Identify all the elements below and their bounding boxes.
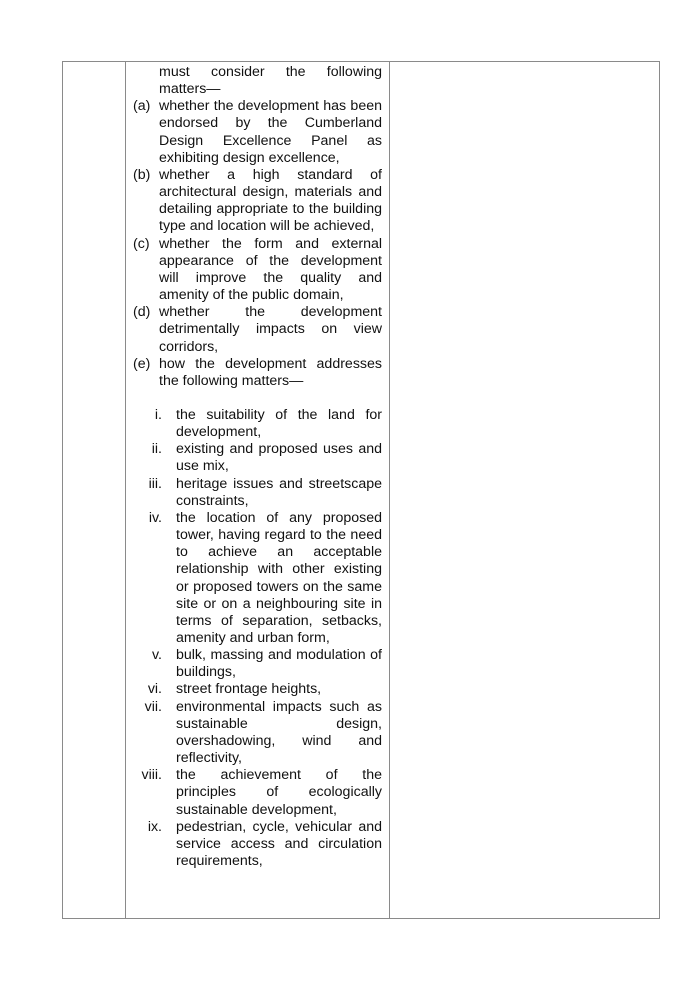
item-label: (c): [133, 235, 150, 252]
intro-line: matters—: [159, 81, 221, 98]
list-item: [133, 236, 382, 305]
list-item: [133, 167, 382, 236]
sub-item-label: iv.: [148, 509, 162, 526]
sub-list-item: [133, 681, 382, 698]
item-text: whether the form and external appearance of the development will improve the quality and amenity of the public domain,: [159, 235, 382, 304]
item-text: whether a high standard of architectural design, materials and detailing appropriate to the building type and location will be achieved,: [159, 166, 382, 235]
intro-text: [133, 64, 382, 98]
sub-item-label: i.: [154, 406, 162, 423]
sub-item-text: environmental impacts such as sustainable design, overshadowing, wind and reflectivity,: [176, 698, 382, 767]
sub-list-item: [133, 441, 382, 475]
intro-line: must consider the following: [159, 64, 382, 80]
item-label: (d): [133, 304, 151, 321]
item-label: (a): [133, 98, 151, 115]
column-divider-left: [125, 62, 126, 918]
list-item: [133, 304, 382, 355]
sub-item-text: the suitability of the land for development,: [176, 406, 382, 441]
sub-item-label: iii.: [148, 475, 162, 492]
clause-text-cell: [133, 64, 382, 870]
spacer: [133, 390, 382, 407]
sub-item-label: ix.: [147, 818, 162, 835]
sub-item-text: the achievement of the principles of ecologically sustainable development,: [176, 767, 382, 818]
sub-list-item: [133, 699, 382, 768]
sub-item-label: viii.: [141, 767, 162, 784]
clause-table: [62, 61, 660, 919]
sub-item-label: vi.: [147, 681, 162, 698]
item-text: how the development addresses the following matters—: [159, 355, 382, 389]
sub-item-text: street frontage heights,: [176, 681, 322, 698]
sub-item-label: v.: [152, 647, 162, 664]
item-label: (b): [133, 166, 151, 183]
sub-item-text: the location of any proposed tower, having regard to the need to achieve an acceptable relationship with other existing or proposed towers on the same site or on a neighbouring site in terms of separation, setbacks, amenity and urban form,: [176, 509, 382, 646]
sub-item-label: ii.: [151, 441, 162, 458]
sub-list-item: [133, 767, 382, 818]
sub-item-text: bulk, massing and modulation of buildings,: [176, 647, 382, 681]
sub-list-item: [133, 407, 382, 441]
list-item: [133, 356, 382, 390]
sub-item-text: heritage issues and streetscape constraints,: [176, 475, 382, 509]
sub-list-item: [133, 476, 382, 510]
item-text: whether the development has been endorsed by the Cumberland Design Excellence Panel as exhibiting design excellence,: [159, 98, 382, 166]
sub-item-text: existing and proposed uses and use mix,: [176, 441, 382, 475]
sub-list-item: [133, 510, 382, 647]
sub-item-text: pedestrian, cycle, vehicular and service access and circulation requirements,: [176, 818, 382, 870]
sub-item-label: vii.: [144, 698, 162, 715]
sub-list-item: [133, 647, 382, 681]
item-label: (e): [133, 355, 151, 372]
sub-list-item: [133, 819, 382, 870]
list-item: [133, 98, 382, 167]
item-text: whether the development detrimentally impacts on view corridors,: [159, 304, 382, 355]
column-divider-right: [389, 62, 390, 918]
